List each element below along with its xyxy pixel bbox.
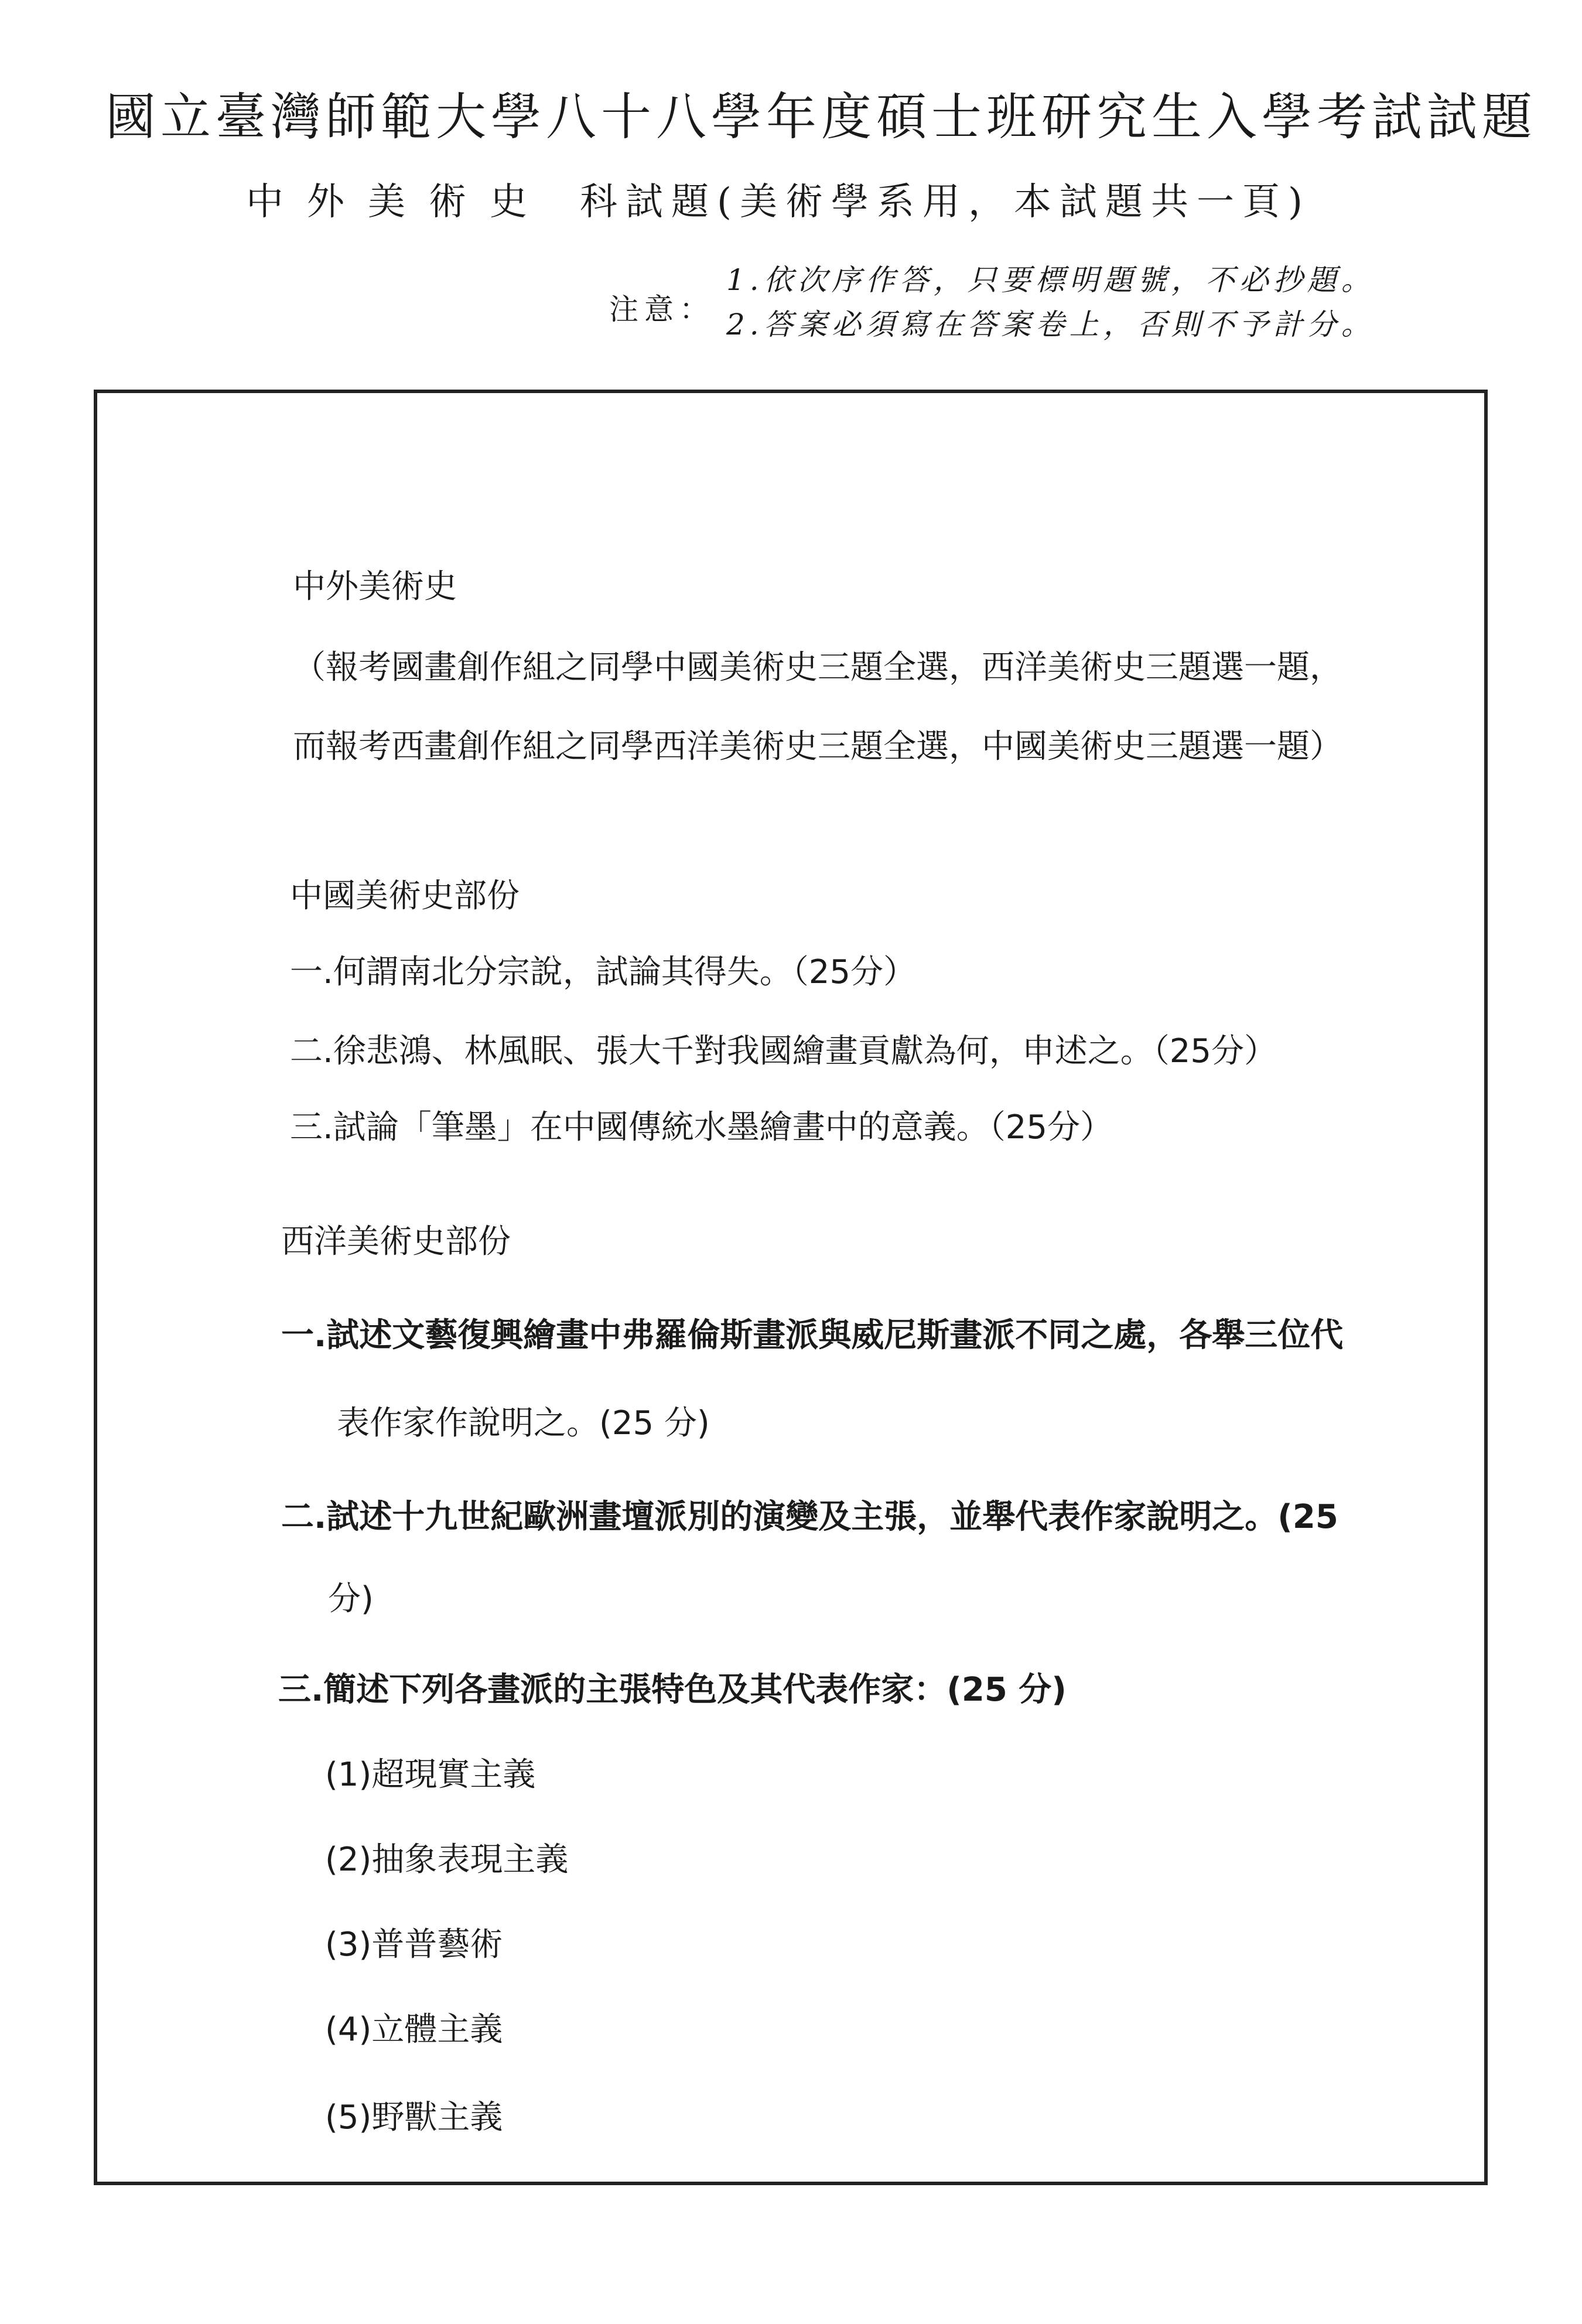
instruction-line: 而報考西畫創作組之同學西洋美術史三題全選，中國美術史三題選一題） <box>293 728 1342 766</box>
notice-label: 注意： <box>609 292 715 326</box>
western-question-1-cont: 表作家作說明之。(25 分) <box>337 1404 710 1442</box>
chinese-question-3: 三.試論「筆墨」在中國傳統水墨繪畫中的意義。（25分） <box>290 1108 1113 1146</box>
western-part-heading: 西洋美術史部份 <box>281 1223 511 1261</box>
list-item: (3)普普藝術 <box>325 1926 503 1964</box>
list-item: (2)抽象表現主義 <box>325 1841 569 1879</box>
notice-items <box>726 258 1375 347</box>
western-question-2: 二.試述十九世紀歐洲畫壇派別的演變及主張，並舉代表作家說明之。(25 <box>281 1498 1338 1536</box>
western-question-3: 三.簡述下列各畫派的主張特色及其代表作家：(25 分) <box>278 1671 1067 1709</box>
instruction-line: （報考國畫創作組之同學中國美術史三題全選，西洋美術史三題選一題， <box>293 649 1342 687</box>
western-question-2-cont: 分) <box>328 1580 374 1618</box>
notice-item: 2.答案必須寫在答案卷上，否則不予計分。 <box>726 308 1375 342</box>
list-item: (5)野獸主義 <box>325 2098 503 2137</box>
subject-description: 科試題(美術學系用，本試題共一頁) <box>580 180 1311 224</box>
notice-item: 1.依次序作答，只要標明題號，不必抄題。 <box>726 263 1375 297</box>
section-title: 中外美術史 <box>293 568 457 606</box>
chinese-question-2: 二.徐悲鴻、林風眠、張大千對我國繪畫貢獻為何，申述之。（25分） <box>290 1032 1277 1070</box>
subject-line <box>246 176 1311 228</box>
chinese-part-heading: 中國美術史部份 <box>290 877 520 915</box>
list-item: (1)超現實主義 <box>325 1756 536 1794</box>
western-question-1: 一.試述文藝復興繪畫中弗羅倫斯畫派與威尼斯畫派不同之處，各舉三位代 <box>281 1316 1344 1354</box>
chinese-question-1: 一.何謂南北分宗說，試論其得失。（25分） <box>290 953 917 991</box>
exam-title: 國立臺灣師範大學八十八學年度碩士班研究生入學考試試題 <box>105 88 1537 146</box>
subject-name: 中外美術史 <box>246 180 551 224</box>
list-item: (4)立體主義 <box>325 2011 503 2049</box>
